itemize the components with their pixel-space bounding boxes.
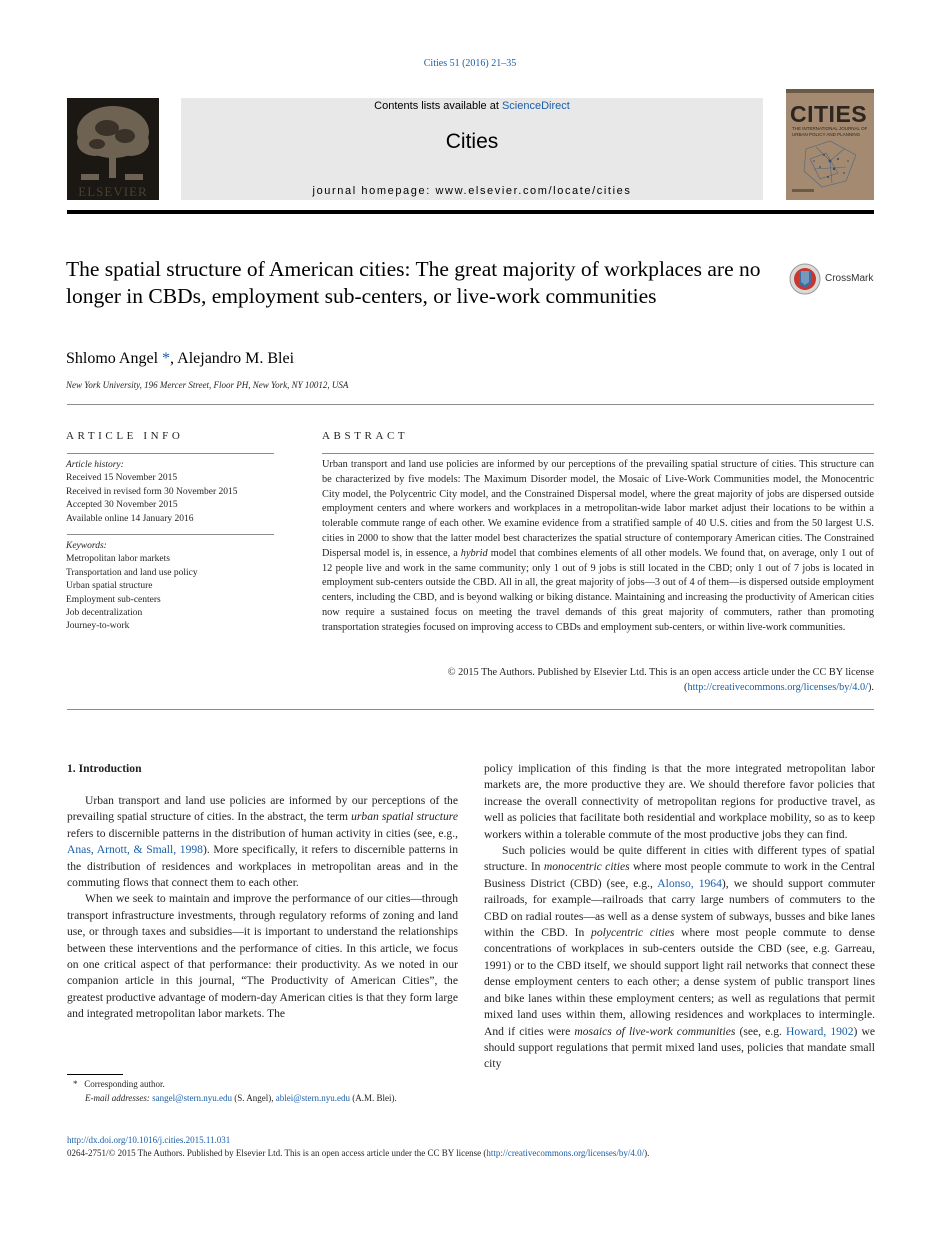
footnote-emails bbox=[67, 1092, 397, 1106]
history-label: Article history: bbox=[66, 460, 124, 470]
body-column-right bbox=[484, 761, 875, 1073]
term-emphasis: urban spatial structure bbox=[351, 810, 459, 824]
author-name: Alejandro M. Blei bbox=[177, 350, 295, 367]
text-run: ) we should support regulations that permit mixed land uses, policies that mandate small city bbox=[484, 1024, 875, 1071]
elsevier-logo bbox=[67, 98, 159, 200]
term-emphasis: monocentric cities bbox=[543, 860, 630, 874]
journal-citation[interactable]: Cities 51 (2016) 21–35 bbox=[423, 58, 517, 69]
footnote bbox=[67, 1078, 397, 1105]
section-divider bbox=[67, 404, 874, 405]
contents-prefix: Contents lists available at bbox=[374, 100, 502, 112]
abstract-heading: ABSTRACT bbox=[322, 430, 409, 442]
crossmark-badge[interactable] bbox=[789, 262, 889, 296]
crossmark-label: CrossMark bbox=[825, 273, 874, 284]
keywords-list bbox=[66, 540, 198, 634]
text-run: (see, e.g. bbox=[735, 1024, 786, 1038]
license-link[interactable]: http://creativecommons.org/licenses/by/4.0/ bbox=[486, 1148, 645, 1158]
sciencedirect-link[interactable]: ScienceDirect bbox=[501, 100, 570, 112]
term-emphasis: mosaics of live-work communities bbox=[574, 1024, 736, 1038]
history-item: Available online 14 January 2016 bbox=[66, 513, 194, 524]
citation-link[interactable]: Anas, Arnott, & Small, 1998 bbox=[67, 843, 203, 857]
author-name: Shlomo Angel bbox=[66, 350, 159, 367]
body-column-left bbox=[67, 793, 458, 1023]
section-divider bbox=[67, 709, 874, 710]
history-item: Received 15 November 2015 bbox=[66, 473, 178, 484]
issn-line bbox=[67, 1148, 649, 1158]
text-run: where most people commute to work in the Central Business District (CBD) (see, e.g., bbox=[484, 860, 876, 890]
copyright-line: © 2015 The Authors. Published by Elsevier Ltd. This is an open access article under the CC BY license bbox=[447, 667, 874, 678]
footnote-mark: * bbox=[73, 1079, 78, 1089]
info-divider bbox=[67, 534, 274, 535]
citation-link[interactable]: Alonso, 1964 bbox=[657, 876, 722, 890]
keyword-item: Urban spatial structure bbox=[66, 581, 153, 592]
cover-title: CITIES bbox=[790, 101, 868, 127]
keyword-item: Job decentralization bbox=[66, 608, 143, 619]
keyword-item: Metropolitan labor markets bbox=[66, 554, 170, 565]
abstract-part: model that combines elements of all other models. We found that, on average, only 1 out of 12 people live and work in the same community; only 1 out of 9 jobs is still located in the CBD; only 1 out of 7 jobs is located in employment sub-centers outside the CBD. All in all, the great majority of jobs—3 out of 4 of them—is dispersed outside employment centers, including the CBD, and is beyond walking or biking distance. Maintaining and increasing the productivity of American cities now require a sustained focus on meeting the travel demands of this great majority of commuters, rather than promoting transportation strategies focused on improving access to CBDs and employment sub-centers, or within live-work communities. bbox=[322, 547, 874, 633]
author-separator: , bbox=[170, 350, 178, 367]
cover-subtitle: THE INTERNATIONAL JOURNAL OF URBAN POLICY AND PLANNING bbox=[792, 126, 868, 137]
citation-link[interactable]: Howard, 1902 bbox=[786, 1024, 854, 1038]
license-paren: ( bbox=[684, 681, 688, 693]
journal-title: Cities bbox=[445, 130, 499, 153]
journal-homepage[interactable]: journal homepage: www.elsevier.com/locate/cities bbox=[312, 185, 632, 197]
footnote-text: Corresponding author. bbox=[84, 1079, 165, 1089]
text-run: where most people commute to dense concentrations of workplaces in sub-centers outside the CBD (see, e.g. Garreau, 1991) or to the CBD itself, we should support light rail networks that connect these dense employment centers to each other; a dense system of public transport lines and bike lanes within these employment centers; as well as regulations that permit mixed land uses within them, allowing residences and workplaces to intermingle. And if cities were bbox=[484, 926, 875, 1038]
doi-link[interactable]: http://dx.doi.org/10.1016/j.cities.2015.11.031 bbox=[67, 1135, 231, 1145]
body-paragraph: When we seek to maintain and improve the performance of our cities—through transport infrastructure investments, through regulatory reforms of zoning and land use, or through taxes and subsidies—it is important to understand the relationships between these interventions and the performance of cities. In this article, we focus on one critical aspect of that performance: their productivity. As we noted in our companion article in this journal, “The Productivity of American Cities”, the greatest productive advantage of modern-day American cities is that they form large and integrated metropolitan labor markets. The bbox=[67, 892, 458, 1021]
article-history bbox=[66, 459, 237, 526]
footnote-corresponding bbox=[67, 1078, 397, 1092]
crossmark-icon bbox=[789, 262, 821, 296]
body-paragraph: policy implication of this finding is that the more integrated metropolitan labor markets are, the more productive they are. We should therefore favor policies that increase the overall connectivity of metropolitan regions for productive travel, as well as policies that facilitate both residential and workplace mobility, so as to keep workers within a tolerable commute of the most productive jobs they can find. bbox=[484, 762, 875, 841]
license-paren: ). bbox=[867, 681, 874, 693]
email-owner: (A.M. Blei). bbox=[349, 1092, 397, 1103]
abstract-divider bbox=[322, 453, 874, 454]
license-link[interactable]: http://creativecommons.org/licenses/by/4.0/ bbox=[687, 681, 868, 693]
history-item: Accepted 30 November 2015 bbox=[66, 500, 178, 511]
email-owner: (S. Angel), bbox=[231, 1092, 276, 1103]
keywords-label: Keywords: bbox=[66, 541, 107, 551]
keyword-item: Employment sub-centers bbox=[66, 594, 161, 605]
abstract-emphasis: hybrid bbox=[460, 547, 488, 559]
term-emphasis: polycentric cities bbox=[591, 926, 675, 940]
email-link[interactable]: sangel@stern.nyu.edu bbox=[152, 1092, 232, 1103]
elsevier-wordmark: ELSEVIER bbox=[78, 184, 148, 199]
article-title: The spatial structure of American cities: The great majority of workplaces are no longer in CBDs, employment sub-centers, or live-work communities bbox=[66, 257, 761, 308]
corresponding-author-mark[interactable]: * bbox=[162, 350, 171, 367]
abstract-text bbox=[322, 458, 874, 636]
masthead-rule bbox=[67, 210, 874, 214]
keyword-item: Journey-to-work bbox=[66, 621, 130, 632]
issn-text: ). bbox=[644, 1148, 650, 1158]
issn-text: 0264-2751/© 2015 The Authors. Published by Elsevier Ltd. This is an open access article under the CC BY license ( bbox=[67, 1148, 487, 1158]
email-label: E-mail addresses: bbox=[85, 1092, 150, 1103]
intro-heading: 1. Introduction bbox=[67, 762, 142, 775]
abstract-part: Urban transport and land use policies are informed by our perceptions of the prevailing spatial structure of cities. This structure can be characterized by five models: The Maximum Disorder model, the Mosaic of Live-Work Communities model, the Monocentric City model, the Polycentric City model, and the Constrained Dispersal model, where the great majority of jobs are dispersed outside employment centers and where workers and workplaces in a metropolitan-wide labor market adjust their locations to be within a tolerable commute range of each other. We examine evidence from a stratified sample of 40 U.S. cities and from the 50 largest U.S. cities in 2000 to show that the latter model best characterizes the spatial structure of contemporary American cities. The Constrained Dispersal model is, in essence, a bbox=[322, 459, 874, 559]
text-run: Such policies would be quite different in cities with different types of spatial structure. In bbox=[484, 844, 875, 874]
text-run: refers to discernible patterns in the distribution of human activity in cities (see, e.g., bbox=[67, 826, 458, 840]
history-item: Received in revised form 30 November 2015 bbox=[66, 486, 238, 497]
email-link[interactable]: ablei@stern.nyu.edu bbox=[275, 1092, 350, 1103]
text-run: Urban transport and land use policies are informed by our perceptions of the prevailing spatial structure of cities. In the abstract, the term bbox=[67, 794, 458, 824]
body-paragraph bbox=[67, 793, 458, 891]
article-info-heading: ARTICLE INFO bbox=[66, 430, 184, 442]
contents-line bbox=[181, 100, 763, 112]
text-run: ). More specifically, it refers to discernible patterns in the distribution of residences and workplaces in metropolitan areas and in the commuting flows that connect them to each other. bbox=[67, 843, 458, 890]
abstract-license bbox=[322, 666, 874, 696]
info-divider bbox=[67, 453, 274, 454]
journal-masthead bbox=[181, 98, 763, 200]
footnote-rule bbox=[67, 1074, 123, 1075]
text-run: ), we should support commuter railroads, for example—railroads that carry large numbers of commuters to the CBD on radial routes—as well as a dense system of subways, busses and bike lanes within the CBD. In bbox=[484, 876, 876, 940]
author-affiliation: New York University, 196 Mercer Street, Floor PH, New York, NY 10012, USA bbox=[66, 380, 349, 390]
body-paragraph bbox=[484, 843, 875, 1073]
journal-cover[interactable] bbox=[786, 89, 874, 200]
author-list bbox=[66, 350, 294, 368]
keyword-item: Transportation and land use policy bbox=[66, 567, 198, 578]
